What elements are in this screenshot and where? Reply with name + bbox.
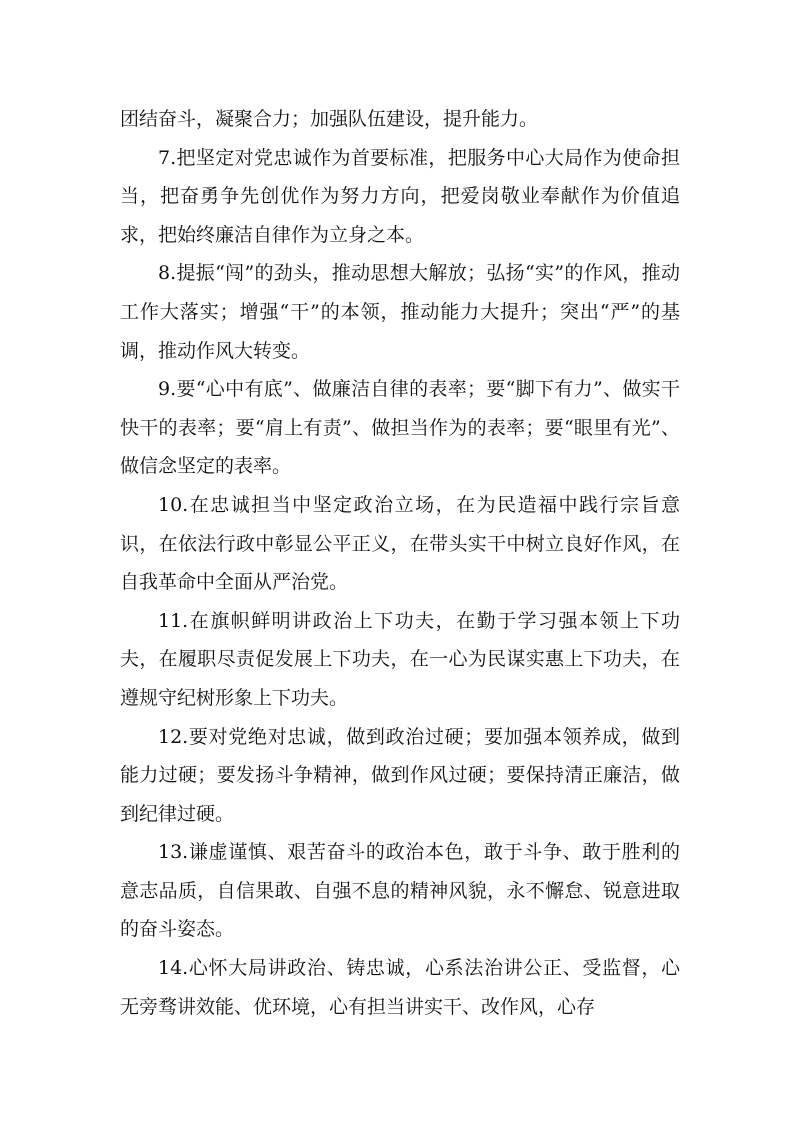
paragraph-item-10: 10.在忠诚担当中坚定政治立场，在为民造福中践行宗旨意识，在依法行政中彰显公平正义，在带头实干中树立良好作风，在自我革命中全面从严治党。 [120, 493, 680, 594]
document-body [120, 100, 680, 1026]
paragraph-item-14: 14.心怀大局讲政治、铸忠诚，心系法治讲公正、受监督，心无旁骛讲效能、优环境，心有担当讲实干、改作风，心存 [120, 957, 680, 1018]
paragraph-item-11: 11.在旗帜鲜明讲政治上下功夫，在勤于学习强本领上下功夫，在履职尽责促发展上下功夫，在一心为民谋实惠上下功夫，在遵规守纪树形象上下功夫。 [120, 609, 680, 709]
paragraph-item-12: 12.要对党绝对忠诚，做到政治过硬；要加强本领养成，做到能力过硬；要发扬斗争精神，做到作风过硬；要保持清正廉洁，做到纪律过硬。 [120, 725, 680, 825]
paragraph-item-7: 7.把坚定对党忠诚作为首要标准，把服务中心大局作为使命担当，把奋勇争先创优作为努力方向，把爱岗敬业奉献作为价值追求，把始终廉洁自律作为立身之本。 [120, 146, 680, 246]
paragraph-continuation: 团结奋斗，凝聚合力；加强队伍建设，提升能力。 [120, 108, 539, 130]
paragraph-item-13: 13.谦虚谨慎、艰苦奋斗的政治本色，敢于斗争、敢于胜利的意志品质，自信果敢、自强不息的精神风貌，永不懈怠、锐意进取的奋斗姿态。 [120, 841, 680, 941]
paragraph-item-8: 8.提振“闯”的劲头，推动思想大解放；弘扬“实”的作风，推动工作大落实；增强“干”的本领，推动能力大提升；突出“严”的基调，推动作风大转变。 [120, 262, 680, 362]
paragraph-item-9: 9.要“心中有底”、做廉洁自律的表率；要“脚下有力”、做实干快干的表率；要“肩上有责”、做担当作为的表率；要“眼里有光”、做信念坚定的表率。 [120, 378, 680, 478]
